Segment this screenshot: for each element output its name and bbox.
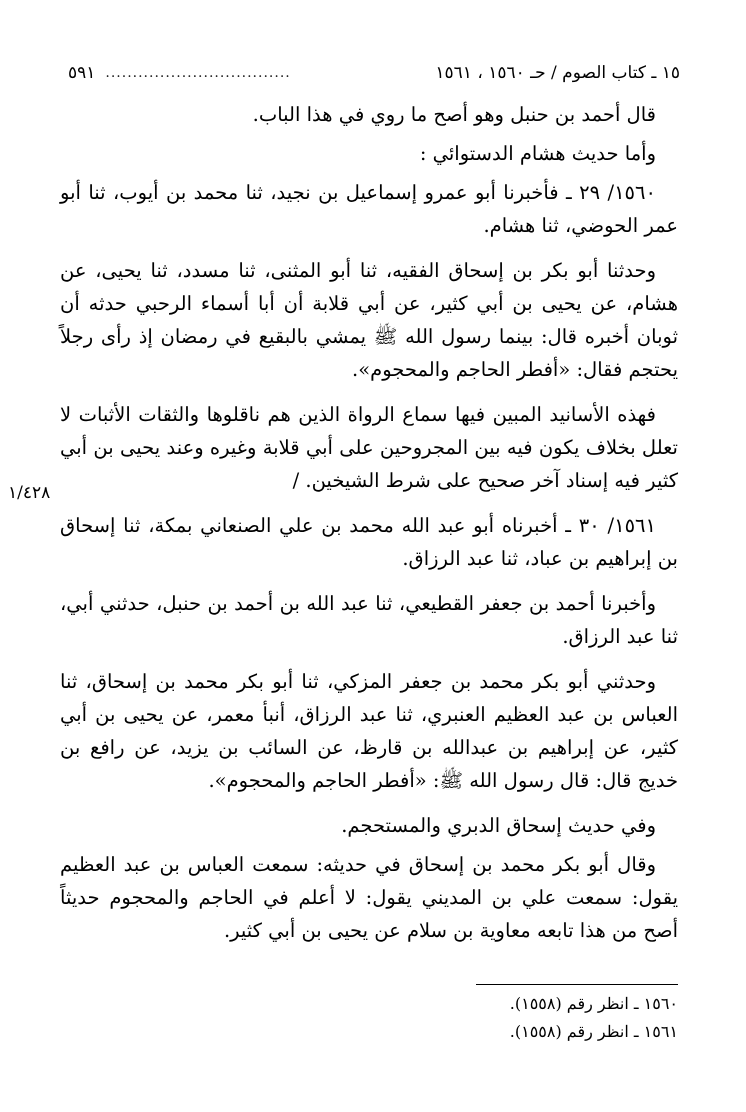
paragraph: وفي حديث إسحاق الدبري والمستحجم. [341, 814, 656, 837]
hadith-1560-paragraph: ١٥٦٠/ ٢٩ ـ فأخبرنا أبو عمرو إسماعيل بن نجيد، ثنا محمد بن أيوب، ثنا أبو عمر الحوضي، ثنا هشام. [60, 181, 678, 237]
paragraph: وحدثنا أبو بكر بن إسحاق الفقيه، ثنا أبو المثنى، ثنا مسدد، ثنا يحيى، عن هشام، عن يحيى بن أبي كثير، عن أبي قلابة أن أبا أسماء الرحبي حدثه أن ثوبان أخبره قال: بينما رسول الله ﷺ يمشي بالبقيع في رمضان إذ رأى رجلاً يحتجم فقال: «أفطر الحاجم والمحجوم». [60, 259, 678, 381]
main-text [60, 98, 678, 959]
header-leader-dots: .................................. [105, 65, 291, 81]
header-title: ١٥ ـ كتاب الصوم / حـ ١٥٦٠ ، ١٥٦١ [435, 63, 680, 83]
paragraph: وحدثني أبو بكر محمد بن جعفر المزكي، ثنا أبو بكر محمد بن إسحاق، ثنا العباس بن عبد العظيم العنبري، ثنا عبد الرزاق، أنبأ معمر، عن يحيى بن أبي كثير، عن إبراهيم بن عبدالله بن قارظ، عن السائب بن يزيد، عن رافع بن خديج قال: قال رسول الله ﷺ: «أفطر الحاجم والمحجوم». [60, 670, 678, 792]
footnotes [60, 990, 678, 1046]
margin-page-reference: ١/٤٢٨ [8, 483, 51, 503]
paragraph: وقال أبو بكر محمد بن إسحاق في حديثه: سمعت العباس بن عبد العظيم يقول: سمعت علي بن المديني يقول: لا أعلم في الحاجم والمحجوم حديثاً أصح من هذا تابعه معاوية بن سلام عن يحيى بن أبي كثير. [60, 853, 678, 942]
paragraph: فهذه الأسانيد المبين فيها سماع الرواة الذين هم ناقلوها والثقات الأثبات لا تعلل بخلاف يكون فيه بين المجروحين على أبي قلابة وغيره وعند يحيى بن أبي كثير فيه إسناد آخر صحيح على شرط الشيخين. / [60, 403, 678, 492]
hadith-1561-paragraph: ١٥٦١/ ٣٠ ـ أخبرناه أبو عبد الله محمد بن علي الصنعاني بمكة، ثنا إسحاق بن إبراهيم بن عباد، ثنا عبد الرزاق. [60, 514, 678, 570]
page-number: ٥٩١ [68, 63, 96, 83]
footnote: ١٥٦١ ـ انظر رقم (١٥٥٨). [509, 1022, 678, 1041]
footnote-divider [476, 984, 678, 985]
paragraph: وأخبرنا أحمد بن جعفر القطيعي، ثنا عبد الله بن أحمد بن حنبل، حدثني أبي، ثنا عبد الرزاق. [60, 592, 678, 648]
running-header [68, 60, 680, 86]
paragraph: وأما حديث هشام الدستوائي : [419, 142, 656, 165]
footnote: ١٥٦٠ ـ انظر رقم (١٥٥٨). [509, 994, 678, 1013]
paragraph: قال أحمد بن حنبل وهو أصح ما روي في هذا الباب. [252, 103, 656, 126]
